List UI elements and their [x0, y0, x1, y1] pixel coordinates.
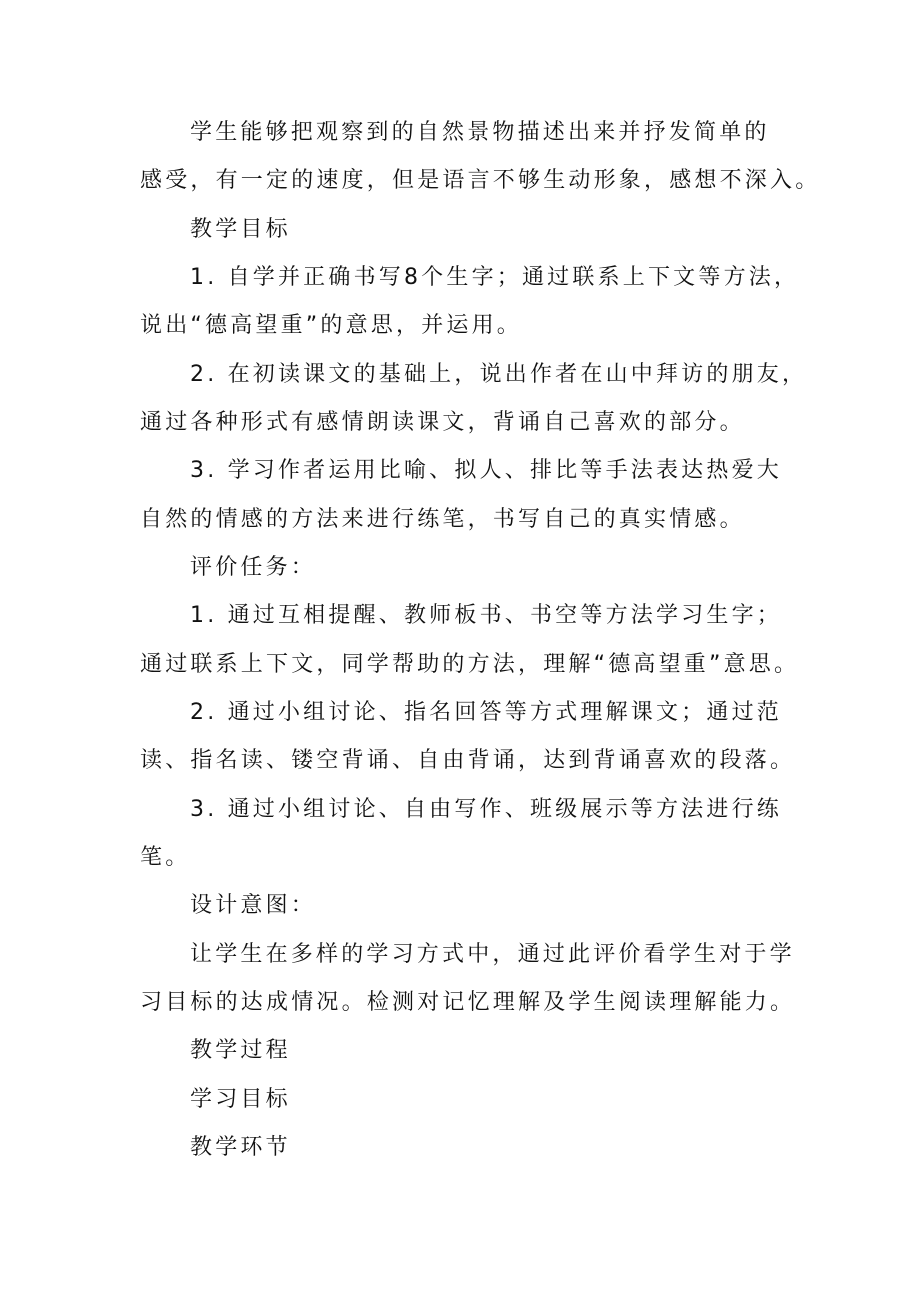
paragraph-line: 感受，有一定的速度，但是语言不够生动形象，感想不深入。: [140, 168, 821, 193]
list-item-continuation: 自然的情感的方法来进行练笔，书写自己的真实情感。: [140, 507, 745, 532]
paragraph-line: 让学生在多样的学习方式中，通过此评价看学生对于学: [190, 942, 795, 967]
section-heading: 评价任务：: [190, 555, 317, 580]
list-item-continuation: 通过联系上下文，同学帮助的方法，理解“德高望重”意思。: [140, 652, 800, 677]
list-item-continuation: 说出“德高望重”的意思，并运用。: [140, 313, 522, 338]
section-heading: 学习目标: [190, 1087, 291, 1112]
list-item: 2. 通过小组讨论、指名回答等方式理解课文；通过范: [190, 700, 782, 725]
section-heading: 教学目标: [190, 217, 291, 242]
list-item: 1. 通过互相提醒、教师板书、书空等方法学习生字；: [190, 603, 782, 628]
section-heading: 设计意图：: [190, 893, 317, 918]
section-heading: 教学环节: [190, 1135, 291, 1160]
paragraph-line: 学生能够把观察到的自然景物描述出来并抒发简单的: [190, 120, 770, 145]
list-item: 1. 自学并正确书写8个生字；通过联系上下文等方法，: [190, 265, 800, 290]
paragraph-line: 习目标的达成情况。检测对记忆理解及学生阅读理解能力。: [140, 990, 796, 1015]
list-item-continuation: 通过各种形式有感情朗读课文，背诵自己喜欢的部分。: [140, 410, 745, 435]
list-item: 3. 通过小组讨论、自由写作、班级展示等方法进行练: [190, 797, 782, 822]
list-item-continuation: 笔。: [140, 845, 191, 870]
section-heading: 教学过程: [190, 1038, 291, 1063]
list-item: 2. 在初读课文的基础上，说出作者在山中拜访的朋友，: [190, 362, 808, 387]
list-item: 3. 学习作者运用比喻、拟人、排比等手法表达热爱大: [190, 458, 782, 483]
list-item-continuation: 读、指名读、镂空背诵、自由背诵，达到背诵喜欢的段落。: [140, 748, 796, 773]
